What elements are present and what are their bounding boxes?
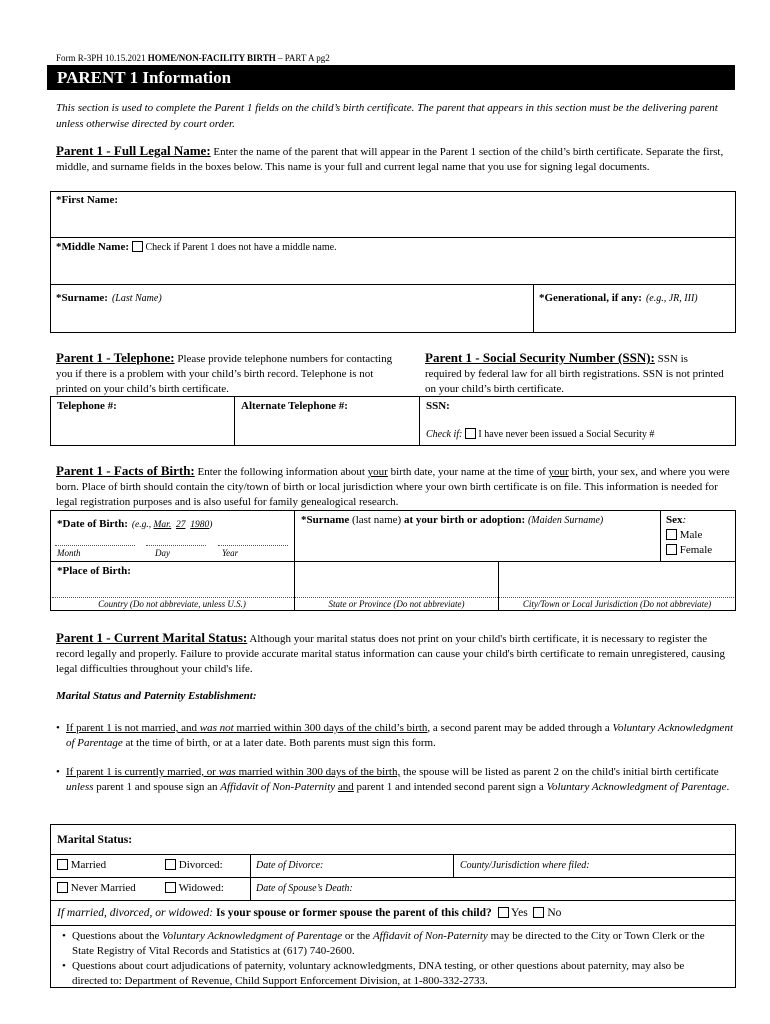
bullet-dot: • [56,766,60,778]
birth-facts-desc-your-2: your [548,466,569,478]
bullet1-u-it: was not [199,722,234,734]
bullet-dot: • [62,960,66,972]
sex-male-row [666,528,712,543]
never-married-option [57,882,136,894]
marital-desc: Although your marital status does not print on your child's birth certificate, it is necessary to register the record legally and properly. Failure to provide accurate marital status information can cause your child's birth certificate to remain unregistered, causing legal difficulties throughout your child's life. [56,633,725,675]
dob-month-field[interactable] [55,530,135,545]
sex-label-row [666,513,712,528]
dob-hint-year: 1980 [190,520,210,530]
bullet1-u2: married within 300 days of the child’s birth [233,722,428,734]
ssn-desc: SSN is required by federal law for all birth registrations. SSN is not printed on your child’s birth certificate. [425,353,724,395]
bullet-dot: • [62,930,66,942]
note1-it2: Affidavit of Non-Paternity [372,930,488,942]
ssn-check-if-label: Check if: [426,429,463,440]
bullet-married [56,765,736,795]
section-title: PARENT 1 Information [47,65,735,90]
divorced-label: Divorced: [178,859,223,871]
dob-year-field[interactable] [218,530,288,545]
birth-facts-title: Parent 1 - Facts of Birth: [56,463,195,478]
telephone-title: Parent 1 - Telephone: [56,350,175,365]
state-caption: State or Province (Do not abbreviate) [328,599,465,609]
birth-state-field[interactable] [299,565,494,596]
birth-surname-field[interactable] [300,530,655,558]
sex-colon: : [682,514,687,526]
first-name-label: *First Name: [56,194,119,206]
dob-day-caption: Day [155,548,170,558]
divorced-checkbox[interactable] [165,859,176,870]
date-of-death-field[interactable] [372,880,730,898]
telephone-field[interactable] [56,414,228,442]
surname-label: *Surname: [56,292,108,304]
never-married-checkbox[interactable] [57,882,68,893]
dob-year-caption: Year [222,548,239,558]
ssn-desc-block [425,350,725,397]
married-label: Married [70,859,107,871]
form-id: Form R-3PH 10.15.2021 [56,53,146,63]
telephone-label: Telephone #: [57,400,117,412]
middle-name-row [56,241,337,253]
bullet2-u2: married within 300 days of the birth, [235,766,401,778]
birth-city-field[interactable] [503,565,731,596]
spouse-yes-label: Yes [510,907,528,919]
married-option [57,859,106,871]
bullet1-rest1: , a second parent may be added through a [427,722,613,734]
bullet2-underlined [66,766,400,778]
surname-field[interactable] [56,303,526,330]
bullet1-u1: If parent 1 is not married, and [66,722,200,734]
alt-telephone-label: Alternate Telephone #: [241,400,348,412]
place-of-birth-label: *Place of Birth: [57,565,131,577]
widowed-label: Widowed: [178,882,224,894]
sex-group [666,513,712,558]
birth-facts-desc-your-1: your [367,466,388,478]
widowed-checkbox[interactable] [165,882,176,893]
telephone-desc-block [56,350,396,397]
spouse-question-intro: If married, divorced, or widowed: [57,907,214,919]
birth-facts-desc-block [56,463,736,510]
generational-field[interactable] [539,303,731,330]
surname-hint: (Last Name) [111,293,162,304]
dob-hint [132,520,213,530]
married-checkbox[interactable] [57,859,68,870]
date-of-divorce-label: Date of Divorce: [256,860,324,871]
birth-surname-label-2: at your birth or adoption: [403,514,526,526]
note1-it1: Voluntary Acknowledgment of Parentage [162,930,343,942]
sex-female-label: Female [679,544,713,556]
bullet2-u3: and [337,781,354,793]
bullet2-u1: If parent 1 is currently married, or [66,766,219,778]
dob-label: *Date of Birth: [57,518,128,530]
sex-label: Sex [666,514,683,526]
legal-name-desc-block [56,143,736,175]
spouse-parent-question [57,907,561,919]
sex-female-checkbox[interactable] [666,544,677,555]
no-middle-name-label: Check if Parent 1 does not have a middle name. [145,242,337,253]
dob-month-caption: Month [57,548,81,558]
spouse-question-text: Is your spouse or former spouse the parent of this child? [213,907,492,919]
ssn-never-issued-label: I have never been issued a Social Security # [478,429,655,440]
date-of-divorce-field[interactable] [340,857,448,875]
ssn-title: Parent 1 - Social Security Number (SSN): [425,350,655,365]
bullet-not-married [56,721,736,751]
bullet2-rest4: parent 1 and intended second parent sign a [353,781,547,793]
birth-surname-mid: (last name) [349,514,404,526]
bullet1-underlined [66,722,427,734]
dob-hint-month: Mar. [153,520,172,530]
date-of-death-label: Date of Spouse’s Death: [256,883,353,894]
bullet2-it1: unless [66,781,94,793]
middle-name-field[interactable] [56,256,731,281]
telephone-desc: Please provide telephone numbers for contacting you if there is a problem with your child’s birth record. Telephone is not printed on your child’s birth certificate. [56,353,393,395]
dob-hint-prefix: (e.g., [131,520,152,530]
dob-day-field[interactable] [146,530,206,545]
ssn-never-issued-checkbox[interactable] [465,428,476,439]
bullet-dot: • [56,722,60,734]
bullet1-rest2: at the time of birth, or at a later date. Both parents must sign this form. [122,737,436,749]
note1-b: or the [342,930,373,942]
county-field[interactable] [612,857,730,875]
birth-surname-row [301,514,603,526]
middle-name-label: *Middle Name: [56,241,130,253]
intro-text: This section is used to complete the Parent 1 fields on the child’s birth certificate. The parent that appears in this section must be the delivering parent unless otherwise directed by court order. [56,102,718,130]
birth-surname-hint: (Maiden Surname) [527,515,604,526]
marital-subhead: Marital Status and Paternity Establishment: [56,690,257,702]
bullet1-it: Voluntary Acknowledgment of Parentage [66,722,733,749]
spouse-no-label: No [547,907,562,919]
legal-name-desc: Enter the name of the parent that will appear in the Parent 1 section of the child’s birth certificate. Separate the first, middle, and surname fields in the boxes below. This name is your full and current legal name that you use for signing legal documents. [56,146,724,173]
no-middle-name-checkbox[interactable] [132,241,143,252]
sex-male-label: Male [679,529,703,541]
marital-desc-block [56,630,736,677]
bullet2-end: . [726,781,730,793]
sex-male-checkbox[interactable] [666,529,677,540]
form-part: – PART A pg2 [277,53,330,63]
alt-telephone-field[interactable] [240,414,415,442]
bullet2-u-it: was [218,766,236,778]
birth-surname-label: *Surname [301,514,350,526]
marital-title: Parent 1 - Current Marital Status: [56,630,248,645]
city-caption: City/Town or Local Jurisdiction (Do not abbreviate) [522,599,712,609]
legal-name-title: Parent 1 - Full Legal Name: [56,143,211,158]
divorced-option [165,859,223,871]
spouse-no-checkbox[interactable] [533,907,544,918]
ssn-never-issued-row [426,428,654,440]
birth-facts-desc-1: Enter the following information about [194,466,368,478]
note2-text: Questions about court adjudications of paternity, voluntary acknowledgments, DNA testing, or other questions about paternity, may also be directed to: Department of Revenue, Child Support Enforcement Division, at 1-800-332-2733. [72,960,685,987]
ssn-label: SSN: [426,400,450,412]
marital-status-label: Marital Status: [57,834,133,846]
spouse-yes-checkbox[interactable] [498,907,509,918]
note1-c: may be directed to the City or Town Clerk or the State Registry of Vital Records and Statistics at (617) 740-2600. [72,930,705,957]
bullet2-it3: Voluntary Acknowledgment of Parentage [546,781,727,793]
county-label: County/Jurisdiction where filed: [460,860,590,871]
ssn-field[interactable] [460,399,730,423]
bullet2-rest1: the spouse will be listed as parent 2 on the child's initial birth certificate [400,766,719,778]
birth-facts-desc-3: birth, your sex, and where you were born. Place of birth should contain the city/town of birth or local jurisdiction where your own birth certificate is on file. This information is needed for legal registration purposes and is also useful for family genealogical research. [56,466,730,508]
first-name-field[interactable] [120,193,730,233]
never-married-label: Never Married [70,882,136,894]
bullet2-rest2: parent 1 and spouse sign an [93,781,221,793]
sex-female-row [666,543,712,558]
dob-hint-suffix: ) [209,520,213,530]
form-id-line [56,53,330,63]
form-type: HOME/NON-FACILITY BIRTH [147,53,276,63]
widowed-option [165,882,224,894]
generational-label: *Generational, if any: [539,292,642,304]
note-acknowledgment [62,929,722,959]
note-court [62,959,722,989]
generational-hint: (e.g., JR, III) [645,293,698,304]
country-caption: Country (Do not abbreviate, unless U.S.) [98,599,246,609]
birth-facts-desc-2: birth date, your name at the time of [387,466,549,478]
birth-country-field[interactable] [55,578,290,596]
note1-a: Questions about the [72,930,163,942]
dob-hint-day: 27 [175,520,186,530]
bullet2-it2: Affidavit of Non-Paternity [220,781,336,793]
